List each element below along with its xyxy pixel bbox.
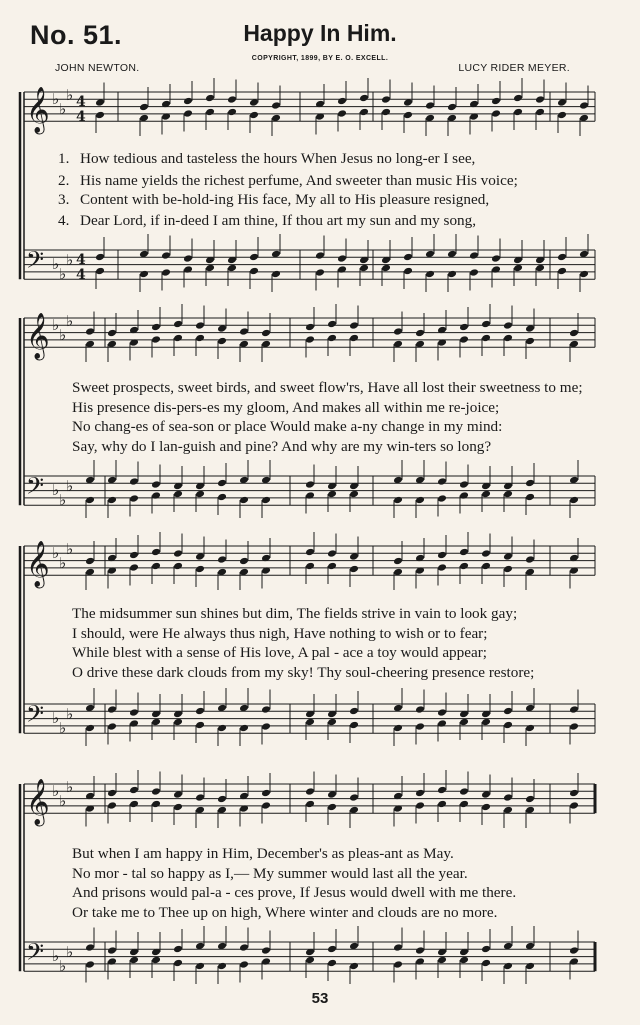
notehead bbox=[503, 793, 513, 802]
notehead bbox=[183, 97, 193, 106]
notehead bbox=[261, 789, 271, 798]
notehead bbox=[503, 707, 513, 716]
notehead bbox=[415, 801, 425, 810]
notehead bbox=[481, 945, 491, 954]
lyric-line: The midsummer sun shines but dim, The fields strive in vain to look gay; bbox=[72, 605, 518, 622]
notehead bbox=[437, 494, 447, 503]
notehead bbox=[261, 801, 271, 810]
notehead bbox=[85, 327, 95, 336]
notehead bbox=[481, 562, 491, 571]
notehead bbox=[393, 943, 403, 952]
notehead bbox=[469, 251, 479, 260]
notehead bbox=[349, 707, 359, 716]
notehead bbox=[327, 945, 337, 954]
notehead bbox=[459, 480, 469, 489]
lyric-line: No mor - tal so happy as I,— My summer would last all the year. bbox=[72, 865, 468, 882]
notehead bbox=[107, 789, 117, 798]
notehead bbox=[261, 957, 271, 966]
notehead bbox=[129, 494, 139, 503]
flat-icon: ♭ bbox=[59, 719, 67, 737]
notehead bbox=[129, 800, 139, 809]
notehead bbox=[161, 268, 171, 277]
notehead bbox=[107, 722, 117, 731]
notehead bbox=[305, 800, 315, 809]
notehead bbox=[359, 94, 369, 103]
flat-icon: ♭ bbox=[52, 90, 60, 108]
notehead bbox=[557, 253, 567, 262]
copyright-notice: COPYRIGHT, 1899, BY E. O. EXCELL. bbox=[251, 55, 389, 62]
notehead bbox=[249, 267, 259, 276]
notehead bbox=[415, 329, 425, 338]
notehead bbox=[579, 101, 589, 110]
notehead bbox=[425, 270, 435, 279]
notehead bbox=[393, 960, 403, 969]
notehead bbox=[459, 491, 469, 500]
notehead bbox=[173, 562, 183, 571]
notehead bbox=[437, 800, 447, 809]
notehead bbox=[557, 111, 567, 120]
notehead bbox=[151, 548, 161, 557]
notehead bbox=[151, 491, 161, 500]
notehead bbox=[129, 708, 139, 717]
notehead bbox=[327, 959, 337, 968]
bass-clef-icon: 𝄢 bbox=[26, 938, 45, 971]
notehead bbox=[415, 496, 425, 505]
time-signature: 4 bbox=[76, 109, 86, 125]
lyric-line: O drive these dark clouds from my sky! Thy soul-cheering presence restore; bbox=[72, 664, 535, 681]
notehead bbox=[459, 323, 469, 332]
notehead bbox=[195, 721, 205, 730]
notehead bbox=[217, 724, 227, 733]
notehead bbox=[513, 108, 523, 117]
treble-clef-icon: 𝄞 bbox=[26, 541, 50, 587]
notehead bbox=[525, 795, 535, 804]
lyric-line: While blest with a sense of His love, A pal - ace a toy would appear; bbox=[72, 644, 488, 661]
notehead bbox=[195, 962, 205, 971]
notehead bbox=[305, 562, 315, 571]
notehead bbox=[437, 786, 447, 795]
notehead bbox=[205, 108, 215, 117]
notehead bbox=[151, 323, 161, 332]
notehead bbox=[503, 721, 513, 730]
notehead bbox=[569, 705, 579, 714]
treble-clef-icon: 𝄞 bbox=[26, 313, 50, 359]
notehead bbox=[227, 95, 237, 104]
notehead bbox=[129, 563, 139, 572]
notehead bbox=[337, 97, 347, 106]
notehead bbox=[239, 327, 249, 336]
notehead bbox=[569, 789, 579, 798]
notehead bbox=[525, 962, 535, 971]
notehead bbox=[569, 496, 579, 505]
notehead bbox=[535, 108, 545, 117]
composer-credit: LUCY RIDER MEYER. bbox=[458, 62, 570, 74]
bass-clef-icon: 𝄢 bbox=[26, 472, 45, 505]
notehead bbox=[327, 562, 337, 571]
notehead bbox=[107, 496, 117, 505]
notehead bbox=[95, 253, 105, 262]
notehead bbox=[569, 801, 579, 810]
notehead bbox=[327, 320, 337, 329]
time-signature: 4 bbox=[76, 252, 86, 268]
flat-icon: ♭ bbox=[66, 778, 74, 796]
notehead bbox=[491, 97, 501, 106]
notehead bbox=[261, 946, 271, 955]
notehead bbox=[249, 253, 259, 262]
flat-icon: ♭ bbox=[59, 491, 67, 509]
notehead bbox=[151, 480, 161, 489]
notehead bbox=[437, 708, 447, 717]
notehead bbox=[217, 479, 227, 488]
notehead bbox=[349, 793, 359, 802]
notehead bbox=[305, 491, 315, 500]
notehead bbox=[217, 962, 227, 971]
notehead bbox=[381, 95, 391, 104]
notehead bbox=[173, 803, 183, 812]
page-number: 53 bbox=[311, 990, 329, 1007]
notehead bbox=[349, 565, 359, 574]
notehead bbox=[261, 705, 271, 714]
notehead bbox=[503, 565, 513, 574]
notehead bbox=[129, 477, 139, 486]
notehead bbox=[569, 946, 579, 955]
notehead bbox=[217, 555, 227, 564]
notehead bbox=[437, 477, 447, 486]
notehead bbox=[481, 803, 491, 812]
notehead bbox=[459, 562, 469, 571]
notehead bbox=[151, 787, 161, 796]
notehead bbox=[217, 795, 227, 804]
notehead bbox=[173, 945, 183, 954]
flat-icon: ♭ bbox=[52, 947, 60, 965]
notehead bbox=[107, 946, 117, 955]
notehead bbox=[349, 962, 359, 971]
notehead bbox=[151, 800, 161, 809]
notehead bbox=[217, 337, 227, 346]
notehead bbox=[503, 962, 513, 971]
flat-icon: ♭ bbox=[52, 544, 60, 562]
notehead bbox=[327, 803, 337, 812]
notehead bbox=[85, 960, 95, 969]
notehead bbox=[403, 111, 413, 120]
flat-icon: ♭ bbox=[59, 265, 67, 283]
notehead bbox=[85, 496, 95, 505]
notehead bbox=[239, 557, 249, 566]
notehead bbox=[305, 480, 315, 489]
notehead bbox=[579, 270, 589, 279]
notehead bbox=[305, 548, 315, 557]
notehead bbox=[415, 957, 425, 966]
lyric-line: His presence dis-pers-es my gloom, And makes all within me re-joice; bbox=[72, 399, 500, 416]
notehead bbox=[85, 943, 95, 952]
notehead bbox=[183, 265, 193, 274]
notehead bbox=[447, 270, 457, 279]
notehead bbox=[437, 563, 447, 572]
flat-icon: ♭ bbox=[66, 705, 74, 723]
lyric-line: And prisons would pal-a - ces prove, If Jesus would dwell with me there. bbox=[72, 884, 517, 901]
notehead bbox=[503, 334, 513, 343]
notehead bbox=[403, 253, 413, 262]
flat-icon: ♭ bbox=[52, 316, 60, 334]
notehead bbox=[195, 793, 205, 802]
lyric-line: 1. How tedious and tasteless the hours When Jesus no long-er I see, bbox=[58, 150, 476, 167]
notehead bbox=[459, 548, 469, 557]
notehead bbox=[151, 335, 161, 344]
notehead bbox=[239, 496, 249, 505]
notehead bbox=[227, 108, 237, 117]
notehead bbox=[173, 959, 183, 968]
lyric-line: 4. Dear Lord, if in-deed I am thine, If thou art my sun and my song, bbox=[58, 212, 477, 229]
notehead bbox=[481, 320, 491, 329]
time-signature: 4 bbox=[76, 94, 86, 110]
notehead bbox=[173, 320, 183, 329]
flat-icon: ♭ bbox=[59, 554, 67, 572]
hymn-number: No. 51. bbox=[30, 20, 123, 50]
flat-icon: ♭ bbox=[52, 481, 60, 499]
notehead bbox=[85, 724, 95, 733]
notehead bbox=[337, 109, 347, 118]
notehead bbox=[129, 786, 139, 795]
notehead bbox=[513, 94, 523, 103]
notehead bbox=[469, 268, 479, 277]
notehead bbox=[261, 496, 271, 505]
bass-clef-icon: 𝄢 bbox=[26, 700, 45, 733]
notehead bbox=[107, 801, 117, 810]
notehead bbox=[327, 334, 337, 343]
flat-icon: ♭ bbox=[66, 540, 74, 558]
notehead bbox=[569, 329, 579, 338]
notehead bbox=[393, 724, 403, 733]
notehead bbox=[437, 551, 447, 560]
notehead bbox=[327, 549, 337, 558]
flat-icon: ♭ bbox=[52, 709, 60, 727]
flat-icon: ♭ bbox=[52, 782, 60, 800]
notehead bbox=[415, 722, 425, 731]
flat-icon: ♭ bbox=[66, 251, 74, 269]
flat-icon: ♭ bbox=[52, 255, 60, 273]
time-signature: 4 bbox=[76, 267, 86, 283]
notehead bbox=[205, 94, 215, 103]
notehead bbox=[107, 329, 117, 338]
lyric-line: 3. Content with be-hold-ing His face, My all to His pleasure resigned, bbox=[58, 191, 490, 208]
notehead bbox=[95, 267, 105, 276]
notehead bbox=[305, 323, 315, 332]
notehead bbox=[315, 268, 325, 277]
notehead bbox=[525, 337, 535, 346]
notehead bbox=[525, 479, 535, 488]
flat-icon: ♭ bbox=[59, 957, 67, 975]
notehead bbox=[161, 251, 171, 260]
notehead bbox=[129, 719, 139, 728]
notehead bbox=[557, 267, 567, 276]
notehead bbox=[393, 496, 403, 505]
notehead bbox=[393, 557, 403, 566]
flat-icon: ♭ bbox=[66, 943, 74, 961]
notehead bbox=[403, 267, 413, 276]
lyric-line: But when I am happy in Him, December's as pleas-ant as May. bbox=[72, 845, 454, 862]
notehead bbox=[349, 321, 359, 330]
notehead bbox=[139, 270, 149, 279]
notehead bbox=[349, 334, 359, 343]
notehead bbox=[239, 960, 249, 969]
notehead bbox=[337, 254, 347, 263]
notehead bbox=[535, 95, 545, 104]
notehead bbox=[569, 957, 579, 966]
treble-clef-icon: 𝄞 bbox=[26, 87, 50, 133]
flat-icon: ♭ bbox=[66, 86, 74, 104]
treble-clef-icon: 𝄞 bbox=[26, 779, 50, 825]
lyric-line: No chang-es of sea-son or place Would make a-ny change in my mind: bbox=[72, 418, 503, 435]
notehead bbox=[491, 254, 501, 263]
notehead bbox=[107, 957, 117, 966]
notehead bbox=[217, 493, 227, 502]
notehead bbox=[239, 943, 249, 952]
notehead bbox=[261, 329, 271, 338]
notehead bbox=[393, 327, 403, 336]
notehead bbox=[195, 334, 205, 343]
notehead bbox=[481, 334, 491, 343]
notehead bbox=[337, 265, 347, 274]
notehead bbox=[359, 108, 369, 117]
bass-clef-icon: 𝄢 bbox=[26, 246, 45, 279]
notehead bbox=[195, 321, 205, 330]
lyricist-credit: JOHN NEWTON. bbox=[55, 62, 140, 74]
notehead bbox=[195, 565, 205, 574]
notehead bbox=[305, 335, 315, 344]
notehead bbox=[569, 722, 579, 731]
notehead bbox=[139, 103, 149, 112]
lyric-line: Or take me to Thee up on high, Where winter and clouds are no more. bbox=[72, 904, 498, 921]
flat-icon: ♭ bbox=[59, 792, 67, 810]
notehead bbox=[85, 557, 95, 566]
flat-icon: ♭ bbox=[59, 100, 67, 118]
notehead bbox=[481, 549, 491, 558]
notehead bbox=[459, 800, 469, 809]
notehead bbox=[437, 719, 447, 728]
notehead bbox=[195, 707, 205, 716]
notehead bbox=[481, 959, 491, 968]
notehead bbox=[315, 251, 325, 260]
notehead bbox=[183, 254, 193, 263]
notehead bbox=[107, 705, 117, 714]
notehead bbox=[503, 321, 513, 330]
notehead bbox=[271, 270, 281, 279]
notehead bbox=[349, 721, 359, 730]
notehead bbox=[491, 265, 501, 274]
notehead bbox=[415, 705, 425, 714]
notehead bbox=[415, 946, 425, 955]
notehead bbox=[271, 101, 281, 110]
notehead bbox=[425, 101, 435, 110]
notehead bbox=[173, 549, 183, 558]
notehead bbox=[459, 787, 469, 796]
notehead bbox=[447, 103, 457, 112]
notehead bbox=[491, 109, 501, 118]
flat-icon: ♭ bbox=[66, 477, 74, 495]
notehead bbox=[415, 789, 425, 798]
notehead bbox=[95, 111, 105, 120]
flat-icon: ♭ bbox=[66, 312, 74, 330]
notehead bbox=[173, 334, 183, 343]
notehead bbox=[525, 724, 535, 733]
notehead bbox=[239, 724, 249, 733]
lyric-line: Sweet prospects, sweet birds, and sweet flow'rs, Have all lost their sweetness to me; bbox=[72, 379, 583, 396]
flat-icon: ♭ bbox=[59, 326, 67, 344]
hymn-title: Happy In Him. bbox=[243, 20, 397, 46]
notehead bbox=[129, 551, 139, 560]
notehead bbox=[525, 555, 535, 564]
notehead bbox=[249, 111, 259, 120]
notehead bbox=[525, 493, 535, 502]
lyric-line: 2. His name yields the richest perfume, And sweeter than music His voice; bbox=[58, 172, 518, 189]
lyric-line: Say, why do I lan-guish and pine? And why are my win-ters so long? bbox=[72, 438, 492, 455]
lyric-line: I should, were He always thus nigh, Have nothing to wish or to fear; bbox=[72, 625, 488, 642]
notehead bbox=[151, 562, 161, 571]
notehead bbox=[261, 722, 271, 731]
notehead bbox=[183, 109, 193, 118]
notehead bbox=[381, 108, 391, 117]
notehead bbox=[459, 335, 469, 344]
notehead bbox=[305, 787, 315, 796]
